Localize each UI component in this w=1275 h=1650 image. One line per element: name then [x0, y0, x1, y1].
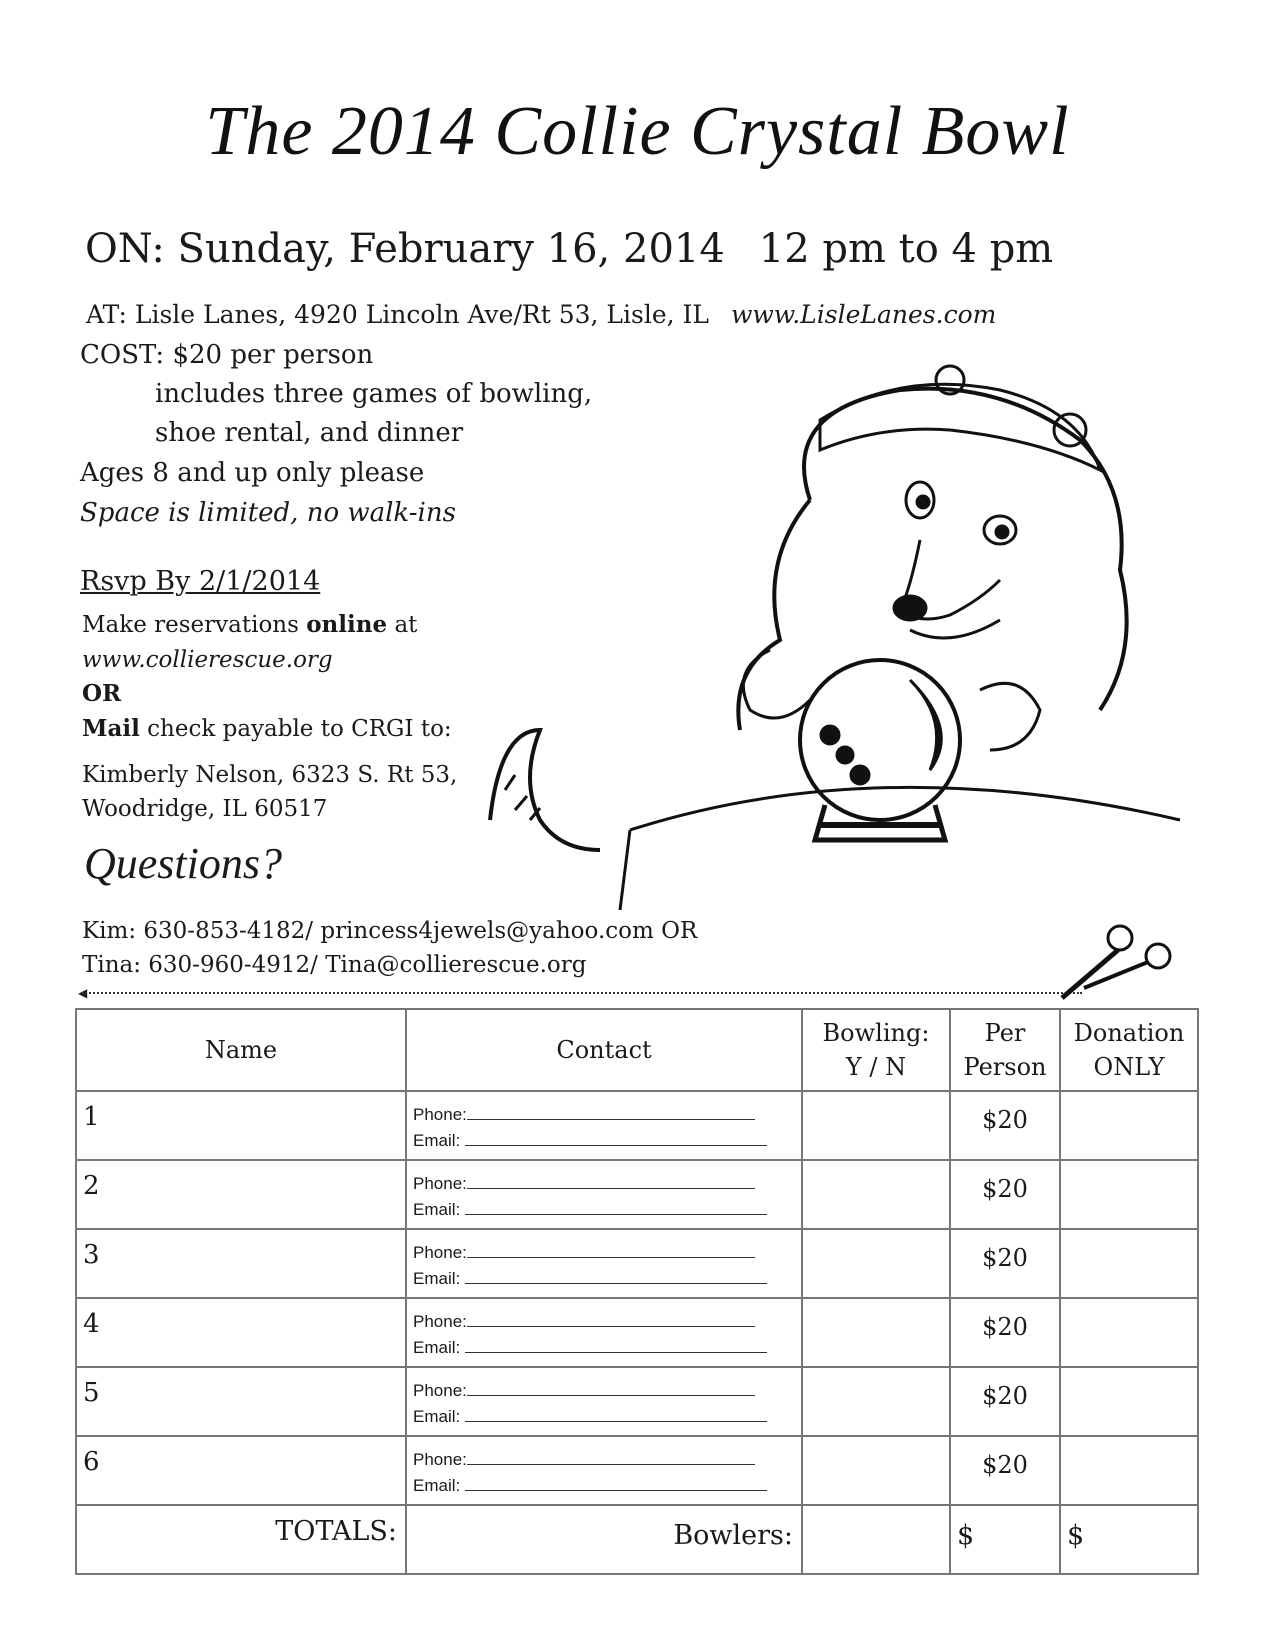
- event-time: 12 pm to 4 pm: [758, 226, 1054, 272]
- row-number: 4: [83, 1309, 100, 1339]
- online-url: www.collierescue.org: [82, 647, 333, 673]
- contact-cell: [406, 1229, 802, 1298]
- scissors-icon: [1058, 922, 1178, 1022]
- name-field[interactable]: [76, 1436, 406, 1505]
- per-person-price: $20: [950, 1160, 1060, 1229]
- phone-label: Phone:: [413, 1381, 467, 1400]
- event-location: [86, 300, 996, 329]
- event-date-time: [85, 226, 1053, 272]
- page-title: The 2014 Collie Crystal Bowl: [205, 93, 1070, 170]
- mail-post: check payable to CRGI to:: [147, 716, 452, 742]
- email-label: Email:: [413, 1407, 461, 1426]
- row-number: 6: [83, 1447, 100, 1477]
- per-person-price: $20: [950, 1298, 1060, 1367]
- phone-field[interactable]: [467, 1380, 755, 1396]
- contact-cell: [406, 1298, 802, 1367]
- cut-line: [82, 992, 1082, 994]
- per-person-price: $20: [950, 1367, 1060, 1436]
- mail-address-2: Woodridge, IL 60517: [82, 796, 328, 822]
- header-donation: Donation ONLY: [1060, 1009, 1198, 1091]
- online-post: at: [394, 612, 418, 638]
- mail-line: [82, 715, 452, 742]
- header-bowling: Bowling: Y / N: [802, 1009, 950, 1091]
- bowling-yn-field[interactable]: [802, 1436, 950, 1505]
- donation-field[interactable]: [1060, 1367, 1198, 1436]
- phone-label: Phone:: [413, 1450, 467, 1469]
- contact-cell: [406, 1160, 802, 1229]
- donation-field[interactable]: [1060, 1436, 1198, 1505]
- phone-field[interactable]: [467, 1311, 755, 1327]
- or-divider: OR: [82, 680, 122, 707]
- form-header-row: [76, 1009, 1198, 1091]
- per-person-price: $20: [950, 1436, 1060, 1505]
- rsvp-heading: Rsvp By 2/1/2014: [80, 566, 321, 597]
- contact-cell: [406, 1367, 802, 1436]
- header-per-person: Per Person: [950, 1009, 1060, 1091]
- table-row: [76, 1436, 1198, 1505]
- per-person-price: $20: [950, 1091, 1060, 1160]
- mail-bold: Mail: [82, 715, 140, 742]
- per-person-price: $20: [950, 1229, 1060, 1298]
- bowlers-label: Bowlers:: [406, 1505, 802, 1574]
- online-bold: online: [306, 611, 388, 638]
- email-label: Email:: [413, 1476, 461, 1495]
- email-field[interactable]: [465, 1268, 767, 1284]
- space-limited-line: Space is limited, no walk-ins: [80, 498, 456, 528]
- totals-row: [76, 1505, 1198, 1574]
- phone-label: Phone:: [413, 1105, 467, 1124]
- bowling-yn-field[interactable]: [802, 1298, 950, 1367]
- bowling-yn-field[interactable]: [802, 1160, 950, 1229]
- includes-line-1: includes three games of bowling,: [155, 379, 593, 409]
- donation-total-field[interactable]: $: [1060, 1505, 1198, 1574]
- email-field[interactable]: [465, 1337, 767, 1353]
- location-address: AT: Lisle Lanes, 4920 Lincoln Ave/Rt 53, Lisle, IL: [86, 300, 709, 329]
- collie-crystal-ball-illustration: [480, 350, 1200, 910]
- phone-field[interactable]: [467, 1173, 755, 1189]
- email-field[interactable]: [465, 1130, 767, 1146]
- cutline-arrow-icon: ◀: [78, 986, 88, 1000]
- name-field[interactable]: [76, 1160, 406, 1229]
- bowling-yn-field[interactable]: [802, 1229, 950, 1298]
- cost-line: COST: $20 per person: [80, 340, 374, 370]
- event-date: ON: Sunday, February 16, 2014: [85, 226, 725, 272]
- email-label: Email:: [413, 1338, 461, 1357]
- contact-kim: Kim: 630-853-4182/ princess4jewels@yahoo.com OR: [82, 918, 698, 944]
- row-number: 3: [83, 1240, 100, 1270]
- header-name: Name: [76, 1009, 406, 1091]
- location-website: www.LisleLanes.com: [731, 300, 997, 329]
- contact-cell: [406, 1091, 802, 1160]
- row-number: 2: [83, 1171, 100, 1201]
- bowling-yn-field[interactable]: [802, 1367, 950, 1436]
- header-contact: Contact: [406, 1009, 802, 1091]
- row-number: 5: [83, 1378, 100, 1408]
- totals-label: TOTALS:: [76, 1505, 406, 1574]
- name-field[interactable]: [76, 1091, 406, 1160]
- donation-field[interactable]: [1060, 1229, 1198, 1298]
- phone-label: Phone:: [413, 1243, 467, 1262]
- phone-field[interactable]: [467, 1242, 755, 1258]
- table-row: [76, 1298, 1198, 1367]
- table-row: [76, 1367, 1198, 1436]
- phone-label: Phone:: [413, 1312, 467, 1331]
- phone-field[interactable]: [467, 1449, 755, 1465]
- email-label: Email:: [413, 1200, 461, 1219]
- email-field[interactable]: [465, 1406, 767, 1422]
- ages-line: Ages 8 and up only please: [80, 458, 425, 488]
- donation-field[interactable]: [1060, 1160, 1198, 1229]
- contact-cell: [406, 1436, 802, 1505]
- email-label: Email:: [413, 1269, 461, 1288]
- email-label: Email:: [413, 1131, 461, 1150]
- table-row: [76, 1091, 1198, 1160]
- name-field[interactable]: [76, 1367, 406, 1436]
- name-field[interactable]: [76, 1229, 406, 1298]
- donation-field[interactable]: [1060, 1091, 1198, 1160]
- online-reservation-line: [82, 611, 417, 638]
- registration-form-table: [75, 1008, 1199, 1575]
- row-number: 1: [83, 1102, 100, 1132]
- mail-address-1: Kimberly Nelson, 6323 S. Rt 53,: [82, 762, 458, 788]
- bowlers-total-field[interactable]: [802, 1505, 950, 1574]
- email-field[interactable]: [465, 1475, 767, 1491]
- name-field[interactable]: [76, 1298, 406, 1367]
- questions-heading: Questions?: [84, 839, 282, 888]
- table-row: [76, 1229, 1198, 1298]
- bowling-yn-field[interactable]: [802, 1091, 950, 1160]
- donation-field[interactable]: [1060, 1298, 1198, 1367]
- per-person-total-field[interactable]: $: [950, 1505, 1060, 1574]
- table-row: [76, 1160, 1198, 1229]
- online-pre: Make reservations: [82, 612, 299, 638]
- phone-field[interactable]: [467, 1104, 755, 1120]
- phone-label: Phone:: [413, 1174, 467, 1193]
- contact-tina: Tina: 630-960-4912/ Tina@collierescue.org: [82, 952, 587, 978]
- email-field[interactable]: [465, 1199, 767, 1215]
- includes-line-2: shoe rental, and dinner: [155, 418, 464, 448]
